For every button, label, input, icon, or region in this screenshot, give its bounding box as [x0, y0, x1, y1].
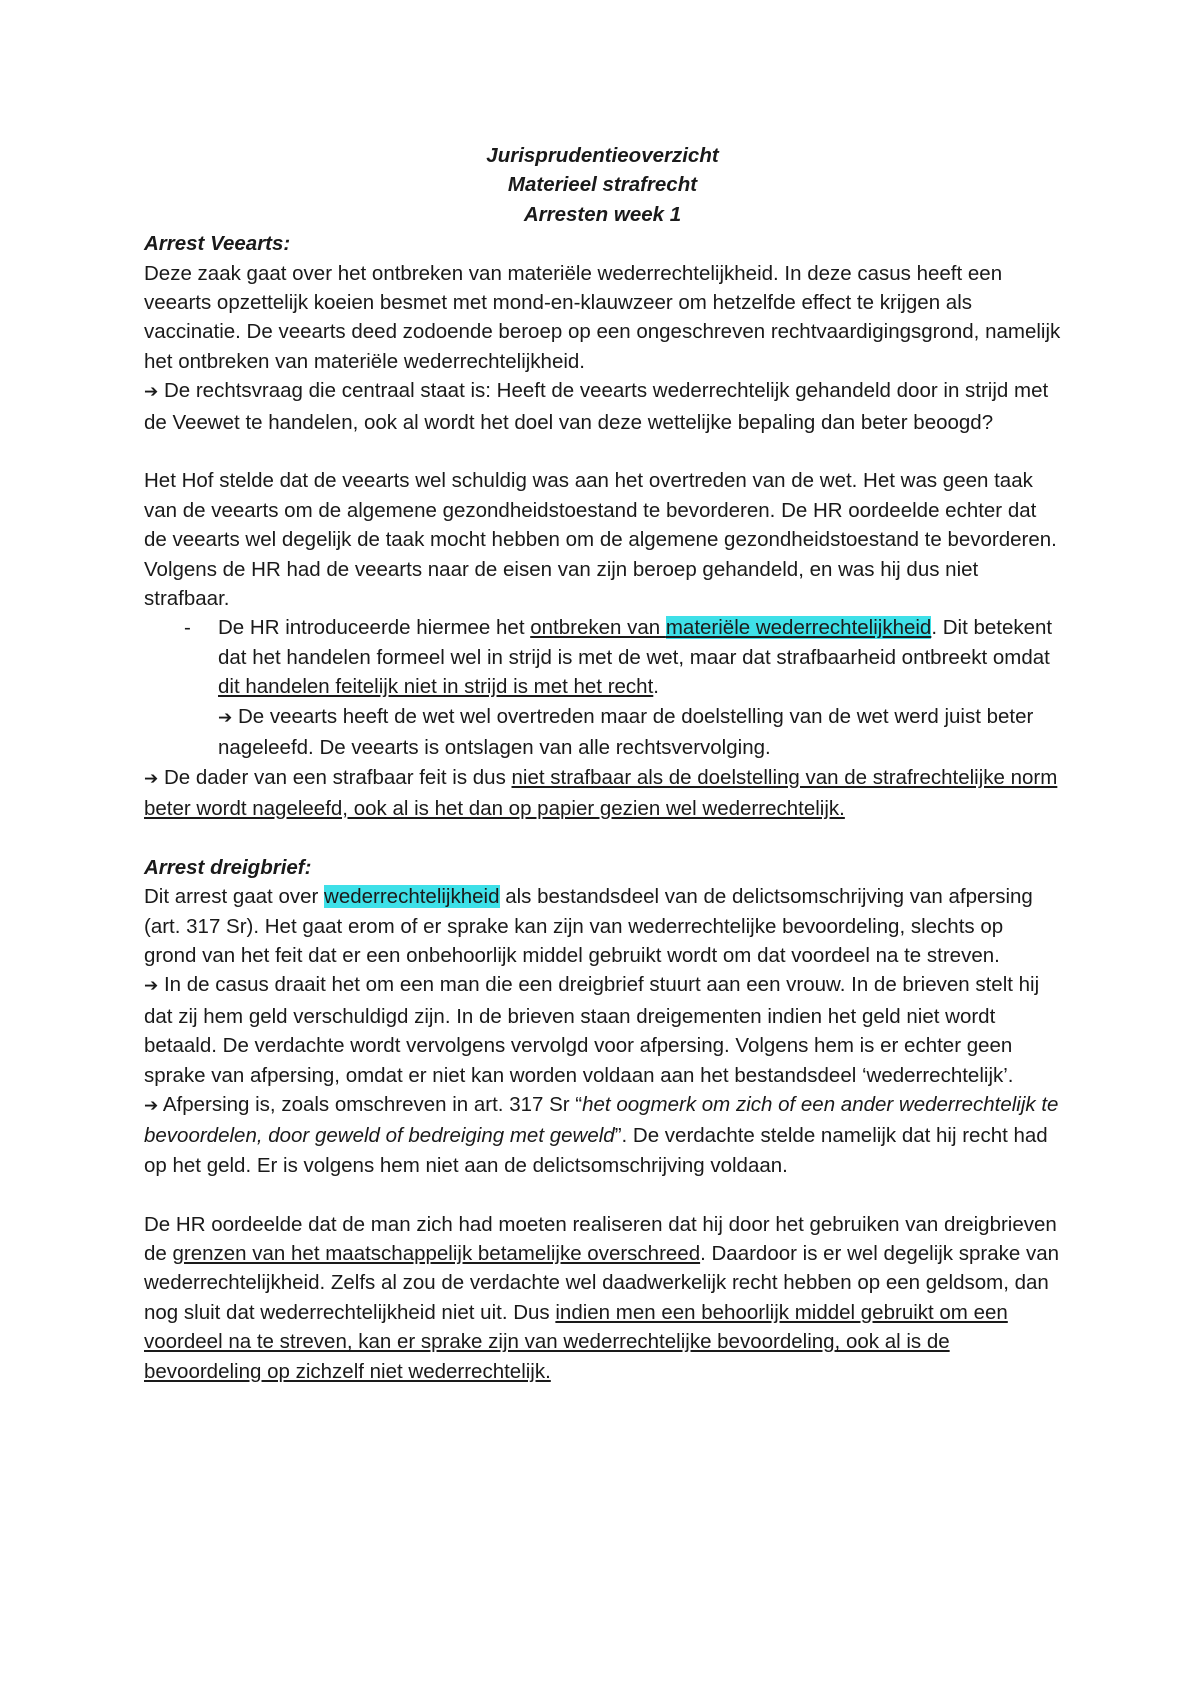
arrow-right-icon: ➔: [144, 1095, 159, 1116]
underlined-part: ontbreken van: [530, 616, 666, 640]
bullet-text-part: .: [653, 675, 659, 699]
section-heading-dreigbrief: Arrest dreigbrief:: [144, 855, 312, 879]
dreigbrief-casus: [144, 970, 1061, 1090]
arrow-right-icon: ➔: [144, 382, 159, 403]
veearts-intro: Deze zaak gaat over het ontbreken van materiële wederrechtelijkheid. In deze casus heeft een veearts opzettelijk koeien besmet met mond-en-klauwzeer om hetzelfde effect te krijgen als vaccinatie. De veearts deed zodoende beroep op een ongeschreven rechtvaardigingsgrond, namelijk het ontbreken van materiële wederrechtelijkheid.: [144, 261, 1061, 373]
underlined-text: dit handelen feitelijk niet in strijd is met het recht: [218, 675, 654, 699]
bullet-text-part: De HR introduceerde hiermee het: [218, 616, 531, 640]
arrow-right-icon: ➔: [144, 768, 159, 789]
arrow-right-icon: ➔: [218, 707, 233, 728]
veearts-hof-paragraph: Het Hof stelde dat de veearts wel schuldig was aan het overtreden van de wet. Het was geen taak van de veearts om de algemene gezondheidstoestand te bevorderen. De HR oordeelde echter dat de veearts wel degelijk de taak mocht hebben om de algemene gezondheidstoestand te bevorderen. Volgens de HR had de veearts naar de eisen van zijn beroep gehandeld, en was hij dus niet strafbaar.: [144, 469, 1057, 611]
dreigbrief-intro: [144, 882, 1061, 970]
casus-text: In de casus draait het om een man die een dreigbrief stuurt aan een vrouw. In de brieven stelt hij dat zij hem geld verschuldigd zijn. In de brieven staan dreigementen indien het geld niet wordt betaald. De verdachte wordt vervolgens vervolgd voor afpersing. Volgens hem is er echter geen sprake van afpersing, omdat er niet kan worden voldaan aan het bestandsdeel ‘wederrechtelijk’.: [144, 973, 1040, 1087]
definition-part: Afpersing is, zoals omschreven in art. 317 Sr “: [162, 1092, 583, 1116]
definition-part: ”. De verdachte stelde namelijk dat hij recht had op het geld. Er is volgens hem niet aan de delictsomschrijving voldaan.: [144, 1124, 1048, 1177]
ruling-part: De HR oordeelde dat de man zich had moeten realiseren dat hij door het gebruiken van dreigbrieven de: [144, 1212, 1057, 1265]
veearts-conclusion: [144, 763, 1061, 824]
subtext-content: De veearts heeft de wet wel overtreden maar de doelstelling van de wet werd juist beter nageleefd. De veearts is ontslagen van alle rechtsvervolging.: [218, 704, 1034, 760]
bullet-text-part: . Dit betekent dat het handelen formeel wel in strijd is met de wet, maar dat strafbaarheid ontbreekt omdat: [218, 616, 1053, 669]
title-line-3: Arresten week 1: [523, 202, 682, 226]
conclusion-plain: De dader van een strafbaar feit is dus: [163, 765, 512, 789]
bullet-dash: -: [184, 616, 191, 640]
title-line-1: Jurisprudentieoverzicht: [486, 144, 719, 167]
document-title: [144, 141, 1061, 229]
underlined-text: indien men een behoorlijk middel gebruikt om een voordeel na te streven, kan er sprake zijn van wederrechtelijke bevoordeling, ook al is de bevoordeling op zichzelf niet wederrechtelijk.: [144, 1300, 1008, 1383]
title-line-2: Materieel strafrecht: [507, 173, 698, 197]
question-text: De rechtsvraag die centraal staat is: Heeft de veearts wederrechtelijk gehandeld door in strijd met de Veewet te handelen, ook al wordt het doel van deze wettelijke bepaling dan beter beoogd?: [144, 379, 1049, 434]
ruling-part: . Daardoor is er wel degelijk sprake van wederrechtelijkheid. Zelfs al zou de verdachte wel daadwerkelijk recht hebben op een geldsom, dan nog sluit dat wederrechtelijkheid niet uit. Dus: [144, 1241, 1060, 1324]
section-heading-veearts: Arrest Veearts:: [144, 232, 291, 256]
arrow-right-icon: ➔: [144, 976, 159, 997]
veearts-question: [144, 376, 1061, 437]
bullet-text: [218, 613, 1061, 701]
underlined-text: grenzen van het maatschappelijk betamelijke overschreed: [172, 1241, 701, 1265]
intro-part: Dit arrest gaat over: [144, 885, 325, 909]
highlighted-term: wederrechtelijkheid: [324, 885, 500, 909]
highlighted-term: materiële wederrechtelijkheid: [665, 616, 932, 640]
dreigbrief-definition: [144, 1090, 1061, 1180]
bullet-subtext: [218, 702, 1061, 763]
conclusion-underlined: niet strafbaar als de doelstelling van de strafrechtelijke norm beter wordt nageleefd, ook al is het dan op papier gezien wel wederrechtelijk.: [144, 765, 1058, 820]
definition-quote: het oogmerk om zich of een ander wederrechtelijk te bevoordelen, door geweld of bedreiging met geweld: [144, 1092, 1059, 1148]
dreigbrief-ruling: [144, 1210, 1061, 1386]
underlined-text: [530, 616, 931, 639]
list-item: [144, 613, 1061, 762]
intro-part: als bestandsdeel van de delictsomschrijving van afpersing (art. 317 Sr). Het gaat erom of er sprake kan zijn van wederrechtelijke bevoordeling, slechts op grond van het feit dat er een onbehoorlijk middel gebruikt wordt om dat voordeel na te streven.: [144, 885, 1033, 967]
